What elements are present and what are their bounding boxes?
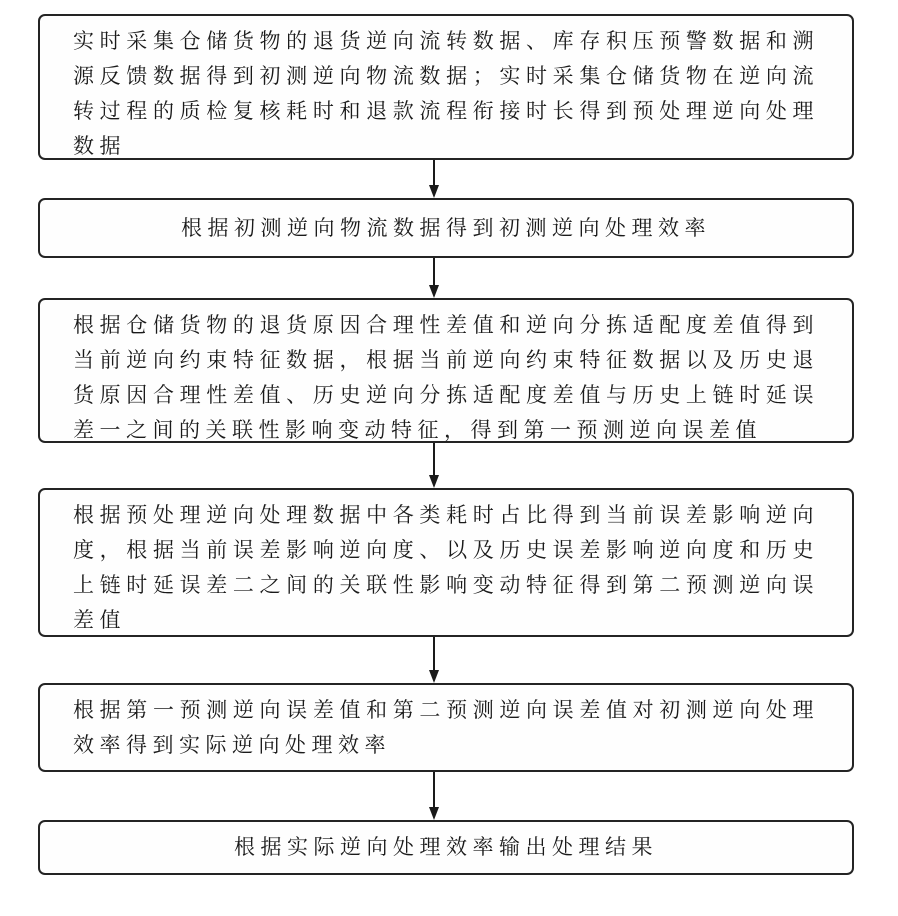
- flowchart-step-6-output-result: 根据实际逆向处理效率输出处理结果: [38, 820, 854, 875]
- arrow-down-icon-4: [429, 637, 439, 683]
- arrow-down-icon-5: [429, 772, 439, 820]
- flowchart-step-3-first-predicted-error: 根据仓储货物的退货原因合理性差值和逆向分拣适配度差值得到当前逆向约束特征数据，根据当前逆向约束特征数据以及历史退货原因合理性差值、历史逆向分拣适配度差值与历史上链时延误差一之间的关联性影响变动特征，得到第一预测逆向误差值: [38, 298, 854, 443]
- flowchart-step-2-initial-efficiency: 根据初测逆向物流数据得到初测逆向处理效率: [38, 198, 854, 258]
- arrow-down-icon-3: [429, 443, 439, 488]
- flowchart-step-5-actual-efficiency: 根据第一预测逆向误差值和第二预测逆向误差值对初测逆向处理效率得到实际逆向处理效率: [38, 683, 854, 772]
- arrow-down-icon-2: [429, 258, 439, 298]
- flowchart-step-4-second-predicted-error: 根据预处理逆向处理数据中各类耗时占比得到当前误差影响逆向度，根据当前误差影响逆向度、以及历史误差影响逆向度和历史上链时延误差二之间的关联性影响变动特征得到第二预测逆向误差值: [38, 488, 854, 637]
- flowchart-step-1-collect-data: 实时采集仓储货物的退货逆向流转数据、库存积压预警数据和溯源反馈数据得到初测逆向物流数据；实时采集仓储货物在逆向流转过程的质检复核耗时和退款流程衔接时长得到预处理逆向处理数据: [38, 14, 854, 160]
- arrow-down-icon-1: [429, 160, 439, 198]
